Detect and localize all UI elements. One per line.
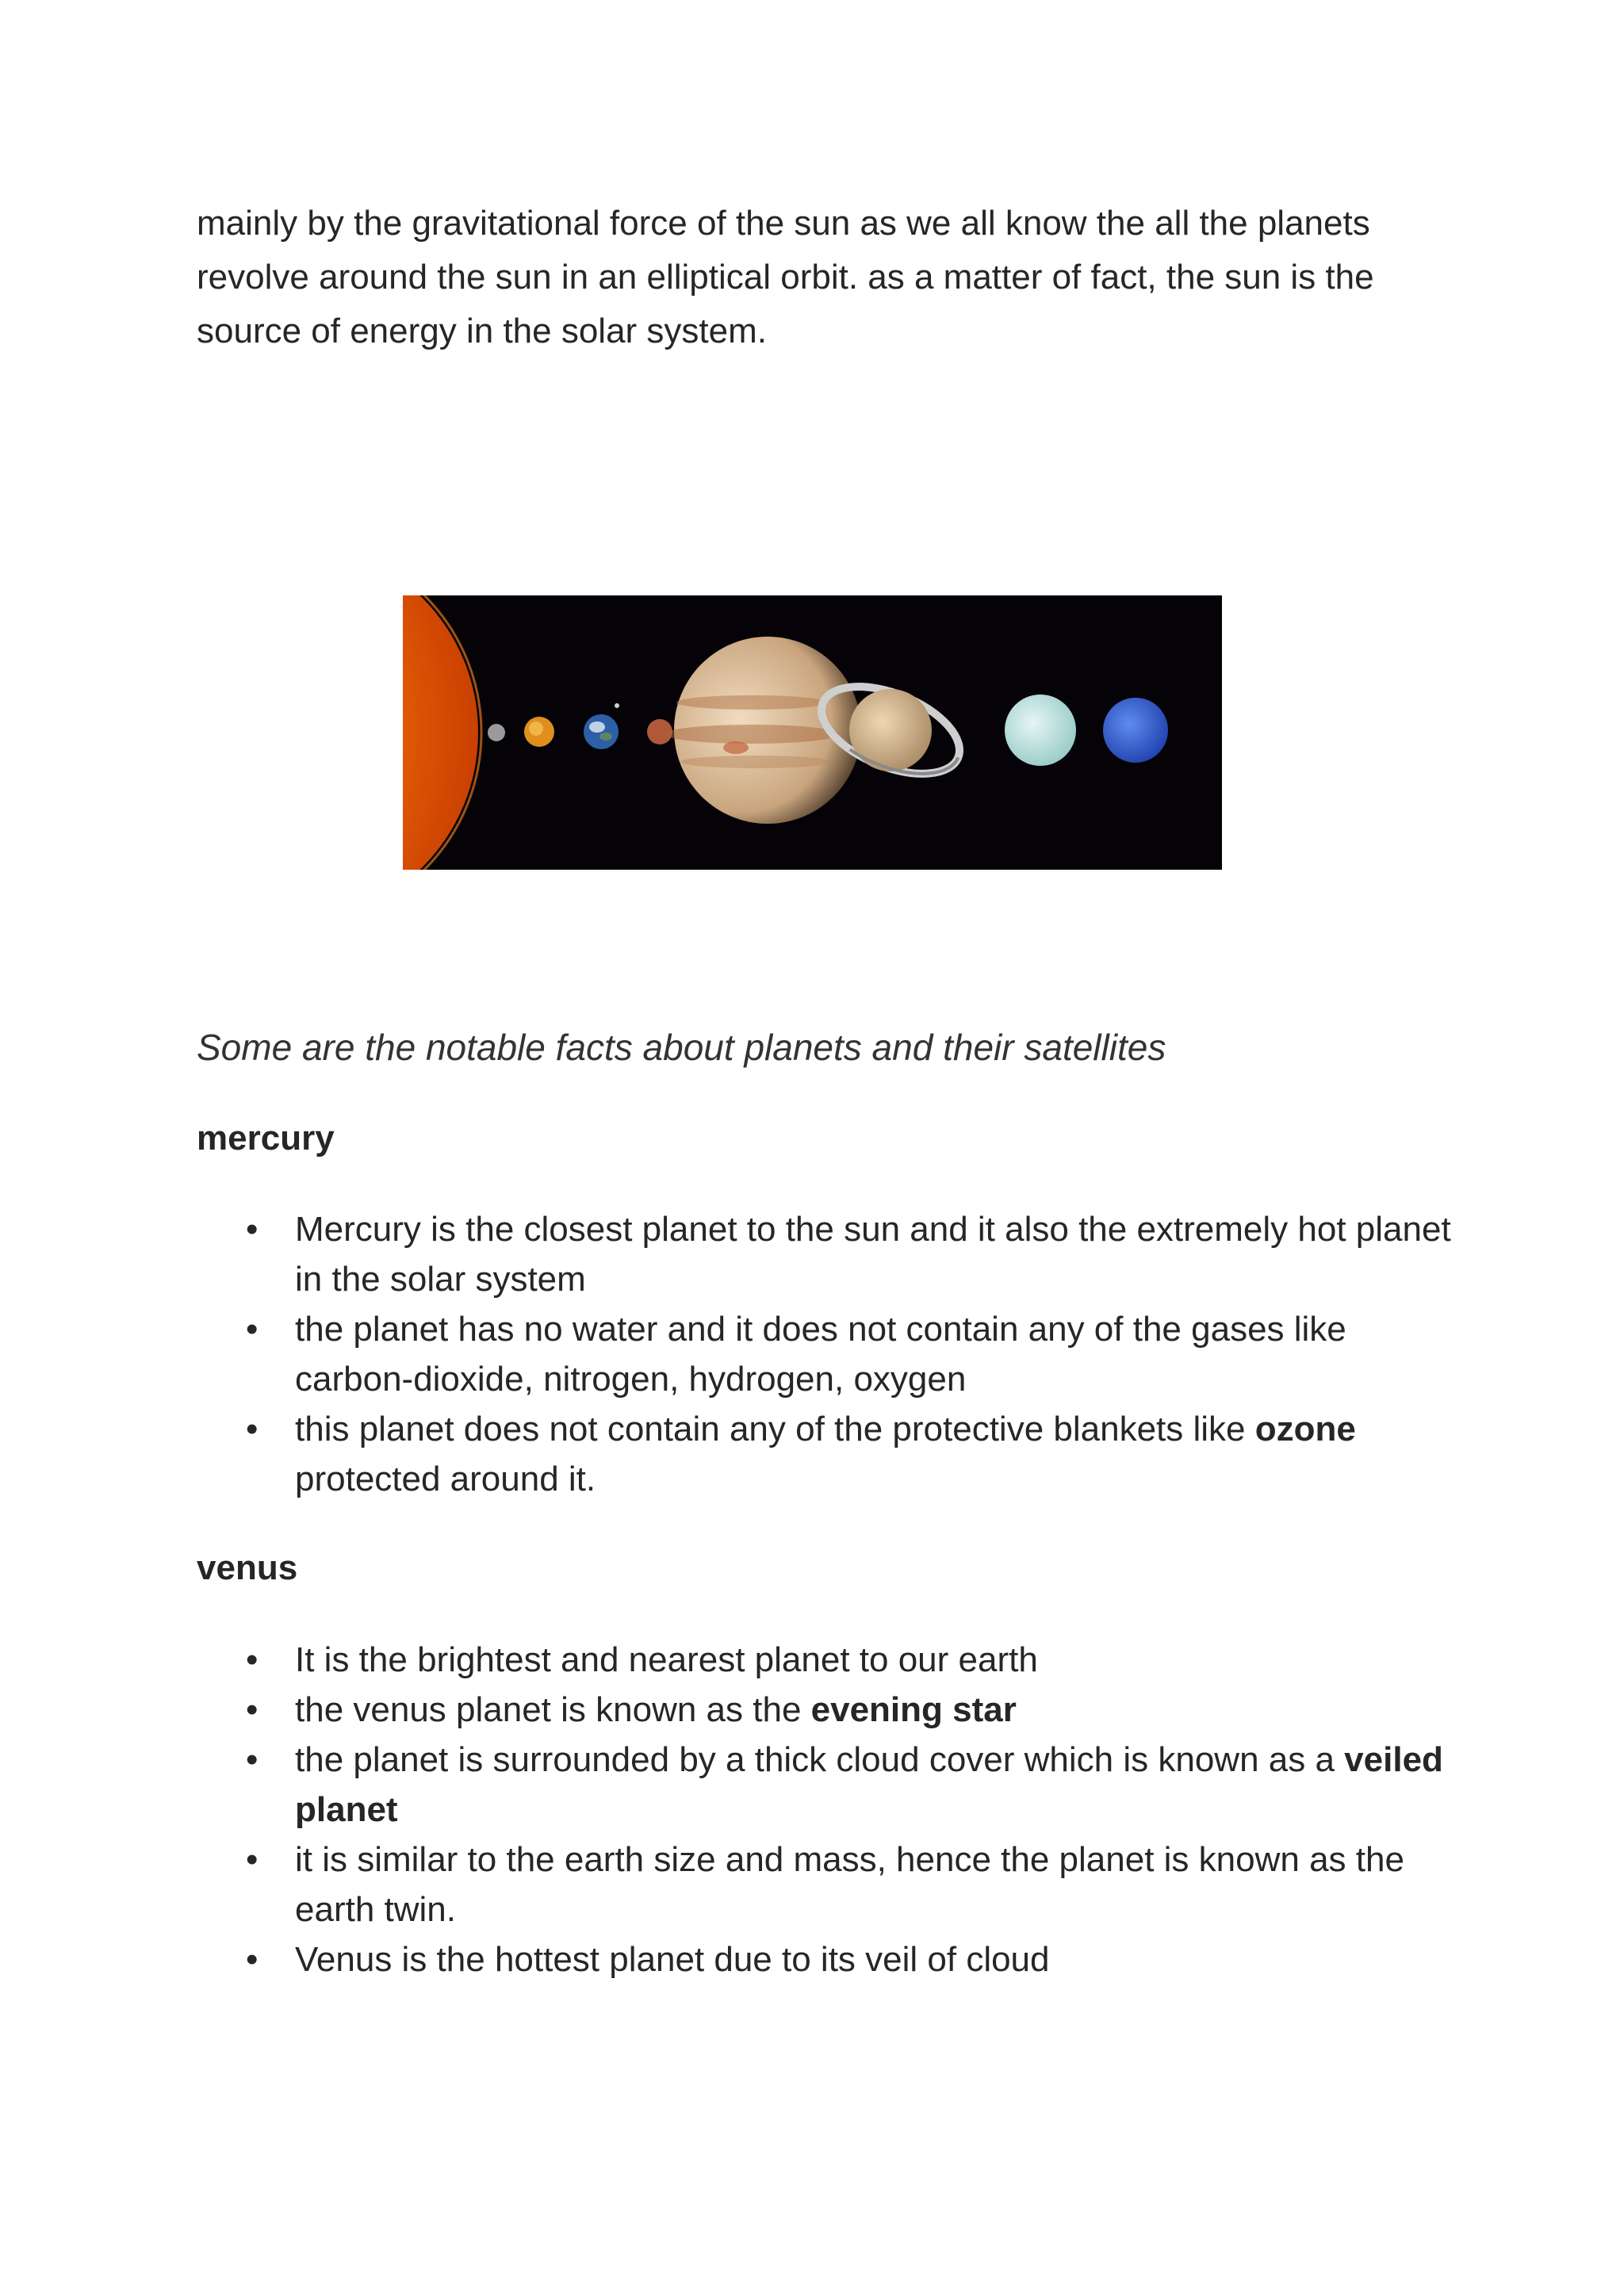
- list-item-text: it is similar to the earth size and mass, hence the planet is known as the earth twin.: [295, 1840, 1404, 1929]
- moon: [615, 703, 619, 708]
- emphasis-text: veiled planet: [295, 1740, 1443, 1829]
- list-item: [197, 1304, 1465, 1404]
- list-item: [197, 1635, 1465, 1685]
- venus-heading: venus: [197, 1548, 298, 1587]
- mercury-heading: mercury: [197, 1119, 335, 1158]
- bullet-icon: •: [246, 1940, 259, 1979]
- uranus-planet: [1005, 695, 1076, 766]
- mercury-fact-list: [197, 1204, 1465, 1504]
- list-item-text: protected around it.: [295, 1460, 596, 1498]
- bullet-icon: •: [246, 1310, 259, 1349]
- list-item-text: this planet does not contain any of the protective blankets like: [295, 1410, 1255, 1448]
- saturn-planet: [849, 689, 932, 771]
- list-item: [197, 1835, 1465, 1934]
- bullet-icon: •: [246, 1690, 259, 1729]
- list-item-text: the venus planet is known as the: [295, 1690, 811, 1729]
- section-subtitle: Some are the notable facts about planets and their satellites: [197, 1027, 1166, 1068]
- bullet-icon: •: [246, 1840, 259, 1879]
- list-item-text: Mercury is the closest planet to the sun and it also the extremely hot planet in the solar system: [295, 1210, 1451, 1299]
- venus-fact-list: [197, 1635, 1465, 1984]
- bullet-icon: •: [246, 1740, 259, 1779]
- emphasis-text: evening star: [810, 1690, 1017, 1729]
- list-item: [197, 1735, 1465, 1835]
- list-item: [197, 1685, 1465, 1735]
- list-item-text: Venus is the hottest planet due to its veil of cloud: [295, 1940, 1050, 1979]
- neptune-planet: [1103, 698, 1168, 763]
- bullet-icon: •: [246, 1410, 259, 1448]
- mercury-planet: [488, 724, 505, 741]
- list-item-text: the planet has no water and it does not contain any of the gases like carbon-dioxide, nitrogen, hydrogen, oxygen: [295, 1310, 1346, 1399]
- list-item: [197, 1934, 1465, 1984]
- intro-paragraph: mainly by the gravitational force of the sun as we all know the all the planets revolve around the sun in an elliptical orbit. as a matter of fact, the sun is the source of energy in the solar system.: [197, 204, 1374, 350]
- solar-system-illustration: [403, 595, 1222, 870]
- list-item-text: the planet is surrounded by a thick cloud cover which is known as a: [295, 1740, 1345, 1779]
- sun: [403, 595, 478, 870]
- emphasis-text: ozone: [1254, 1410, 1356, 1448]
- bullet-icon: •: [246, 1210, 259, 1249]
- list-item: [197, 1404, 1465, 1504]
- list-item-text: It is the brightest and nearest planet to our earth: [295, 1640, 1038, 1679]
- bullet-icon: •: [246, 1640, 259, 1679]
- solar-system-image: [403, 595, 1222, 870]
- list-item: [197, 1204, 1465, 1304]
